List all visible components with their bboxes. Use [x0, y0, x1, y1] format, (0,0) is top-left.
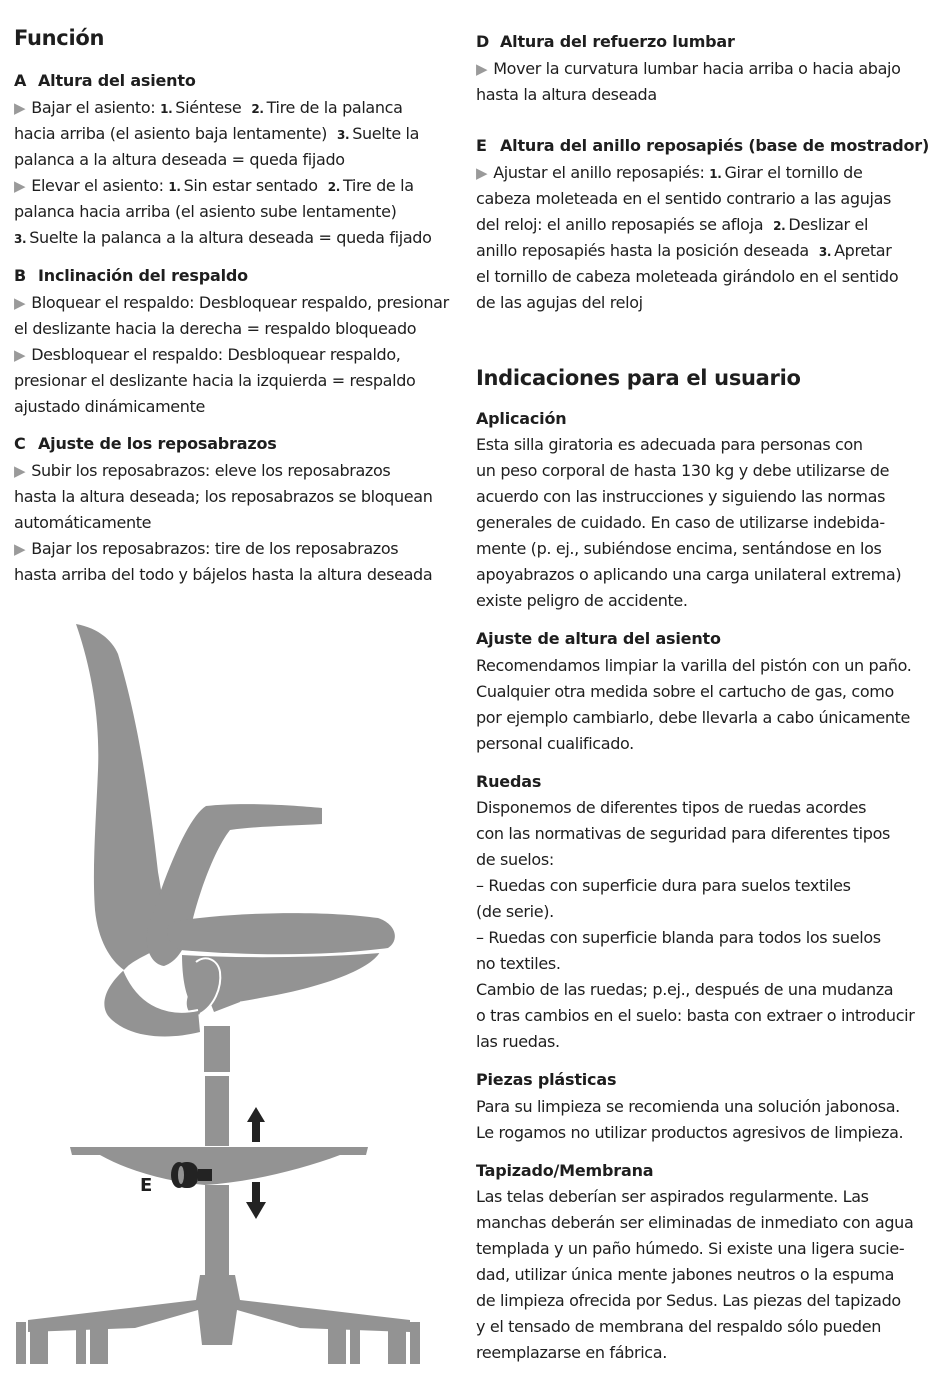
text-run: el tornillo de cabeza moleteada girándolo en el sentido: [476, 267, 899, 286]
subsection-key-c: C: [14, 434, 26, 453]
text-run: Apretar: [834, 241, 892, 260]
step-number: 2.: [327, 180, 340, 194]
text-line: Le rogamos no utilizar productos agresivos de limpieza.: [476, 1123, 904, 1142]
chair-parts: [16, 624, 420, 1364]
text-run: Desbloquear el respaldo: Desbloquear respaldo,: [31, 345, 401, 364]
play-triangle-icon: ▶: [14, 99, 26, 117]
section-title-usuario: Indicaciones para el usuario: [476, 366, 801, 390]
text-line: [14, 121, 432, 147]
text-run: Subir los reposabrazos: eleve los reposabrazos: [31, 461, 391, 480]
play-triangle-icon: ▶: [14, 177, 26, 195]
text-line: Disponemos de diferentes tipos de ruedas acordes: [476, 798, 867, 817]
text-line: mente (p. ej., subiéndose encima, sentándose en los: [476, 539, 882, 558]
ruedas-text: [476, 795, 914, 1055]
text-line: personal cualificado.: [476, 734, 634, 753]
chair-column: [205, 1185, 229, 1285]
step-number: 1.: [160, 102, 173, 116]
text-line: – Ruedas con superficie blanda para todos los suelos: [476, 928, 881, 947]
ajuste-text: [476, 653, 912, 757]
subsection-title-a: [14, 71, 196, 90]
text-line: [14, 95, 432, 121]
subsection-heading-b: Inclinación del respaldo: [38, 266, 248, 285]
text-line: dad, utilizar única mente jabones neutros o la espuma: [476, 1265, 895, 1284]
paragraph-d: [476, 56, 901, 108]
chair-foot-ring-bracket: [100, 1155, 340, 1185]
piezas-text: [476, 1094, 903, 1146]
subsection-key-e: E: [476, 136, 487, 155]
text-line: [14, 290, 449, 316]
piezas-title: Piezas plásticas: [476, 1070, 617, 1089]
text-run: Ajustar el anillo reposapiés:: [493, 163, 710, 182]
text-line: [14, 173, 432, 199]
tapizado-title: Tapizado/Membrana: [476, 1161, 654, 1180]
subsection-heading-d: Altura del refuerzo lumbar: [500, 32, 735, 51]
text-run: del reloj: el anillo reposapiés se afloja: [476, 215, 764, 234]
text-run: Suelte la palanca a la altura deseada = queda fijado: [29, 228, 432, 247]
text-line: Cambio de las ruedas; p.ej., después de una mudanza: [476, 980, 894, 999]
subsection-key-b: B: [14, 266, 26, 285]
text-line: Recomendamos limpiar la varilla del pistón con un paño.: [476, 656, 912, 675]
subsection-title-e: [476, 136, 929, 155]
chair-caster: [388, 1322, 406, 1364]
tapizado-text: [476, 1184, 913, 1366]
chair-drawing: [0, 610, 475, 1393]
text-run: Deslizar el: [788, 215, 869, 234]
text-line: de limpieza ofrecida por Sedus. Las piezas del tapizado: [476, 1291, 901, 1310]
text-line: [14, 199, 432, 225]
ruedas-title: Ruedas: [476, 772, 542, 791]
text-run: Elevar el asiento:: [31, 176, 169, 195]
text-run: presionar el deslizante hacia la izquierda = respaldo: [14, 371, 416, 390]
text-line: o tras cambios en el suelo: basta con extraer o introducir: [476, 1006, 915, 1025]
play-triangle-icon: ▶: [14, 346, 26, 364]
step-number: 2.: [251, 102, 264, 116]
text-line: [476, 212, 898, 238]
text-run: Mover la curvatura lumbar hacia arriba o hacia abajo: [493, 59, 901, 78]
text-line: [14, 484, 433, 510]
text-line: [14, 394, 449, 420]
chair-caster: [90, 1322, 108, 1364]
step-number: 3.: [818, 245, 832, 259]
text-line: (de serie).: [476, 902, 554, 921]
ajuste-title: Ajuste de altura del asiento: [476, 629, 721, 648]
paragraph-e: [476, 160, 898, 316]
text-line: [14, 342, 449, 368]
text-line: las ruedas.: [476, 1032, 560, 1051]
text-line: con las normativas de seguridad para diferentes tipos: [476, 824, 891, 843]
chair-foot-ring: [70, 1147, 368, 1155]
chair-caster: [350, 1322, 360, 1364]
text-run: hasta arriba del todo y bájelos hasta la altura deseada: [14, 565, 433, 584]
text-run: Siéntese: [175, 98, 242, 117]
text-run: Tire de la: [342, 176, 414, 195]
subsection-title-b: [14, 266, 248, 285]
play-triangle-icon: ▶: [476, 164, 488, 182]
step-number: 1.: [168, 180, 181, 194]
text-line: [476, 56, 901, 82]
text-run: hasta la altura deseada: [476, 85, 657, 104]
text-line: apoyabrazos o aplicando una carga unilateral extrema): [476, 565, 902, 584]
text-run: hacia arriba (el asiento baja lentamente): [14, 124, 327, 143]
step-number: 3.: [14, 232, 27, 246]
text-run: el deslizante hacia la derecha = respaldo bloqueado: [14, 319, 417, 338]
text-run: hasta la altura deseada; los reposabrazos se bloquean: [14, 487, 433, 506]
text-line: Las telas deberían ser aspirados regularmente. Las: [476, 1187, 869, 1206]
play-triangle-icon: ▶: [476, 60, 488, 78]
text-line: acuerdo con las instrucciones y siguiendo las normas: [476, 487, 886, 506]
subsection-heading-e: Altura del anillo reposapiés (base de mostrador): [500, 136, 930, 155]
text-line: [14, 536, 433, 562]
text-run: Sin estar sentado: [183, 176, 318, 195]
section-title-funcion: Función: [14, 26, 105, 50]
text-line: de suelos:: [476, 850, 554, 869]
text-line: por ejemplo cambiarlo, debe llevarla a cabo únicamente: [476, 708, 911, 727]
text-line: generales de cuidado. En caso de utilizarse indebida-: [476, 513, 885, 532]
text-run: Bloquear el respaldo: Desbloquear respaldo, presionar: [31, 293, 449, 312]
text-line: existe peligro de accidente.: [476, 591, 688, 610]
arrow-down-icon: [246, 1182, 266, 1219]
text-line: [476, 290, 898, 316]
text-run: cabeza moleteada en el sentido contrario a las agujas: [476, 189, 892, 208]
text-line: [14, 316, 449, 342]
text-run: Bajar el asiento:: [31, 98, 161, 117]
aplicacion-title: Aplicación: [476, 409, 567, 428]
text-line: [14, 562, 433, 588]
play-triangle-icon: ▶: [14, 540, 26, 558]
paragraph-a: [14, 95, 432, 251]
subsection-key-d: D: [476, 32, 490, 51]
subsection-title-c: [14, 434, 277, 453]
play-triangle-icon: ▶: [14, 462, 26, 480]
chair-illustration: [0, 610, 475, 1393]
play-triangle-icon: ▶: [14, 294, 26, 312]
text-line: manchas deberán ser eliminadas de inmediato con agua: [476, 1213, 914, 1232]
arrow-up-icon: [247, 1107, 265, 1142]
text-run: palanca a la altura deseada = queda fijado: [14, 150, 345, 169]
text-run: palanca hacia arriba (el asiento sube lentamente): [14, 202, 397, 221]
text-run: automáticamente: [14, 513, 152, 532]
text-line: templada y un paño húmedo. Si existe una ligera sucie-: [476, 1239, 905, 1258]
paragraph-b: [14, 290, 449, 420]
text-line: no textiles.: [476, 954, 561, 973]
text-run: Girar el tornillo de: [724, 163, 863, 182]
text-line: [476, 238, 898, 264]
text-line: [14, 225, 432, 251]
text-line: [14, 510, 433, 536]
chair-caster: [16, 1322, 26, 1364]
subsection-title-d: [476, 32, 735, 51]
chair-seat: [167, 913, 395, 954]
text-line: [476, 82, 901, 108]
text-line: un peso corporal de hasta 130 kg y debe utilizarse de: [476, 461, 890, 480]
subsection-heading-a: Altura del asiento: [38, 71, 196, 90]
chair-caster: [76, 1322, 86, 1364]
text-line: – Ruedas con superficie dura para suelos textiles: [476, 876, 851, 895]
text-line: [14, 368, 449, 394]
text-run: de las agujas del reloj: [476, 293, 643, 312]
chair-caster: [410, 1322, 420, 1364]
step-number: 1.: [709, 167, 722, 181]
aplicacion-text: [476, 432, 901, 614]
subsection-key-a: A: [14, 71, 27, 90]
text-run: anillo reposapiés hasta la posición deseada: [476, 241, 809, 260]
text-line: Para su limpieza se recomienda una solución jabonosa.: [476, 1097, 900, 1116]
text-line: Esta silla giratoria es adecuada para personas con: [476, 435, 863, 454]
text-line: [476, 160, 898, 186]
chair-caster: [328, 1322, 346, 1364]
text-line: reemplazarse en fábrica.: [476, 1343, 667, 1362]
chair-gas-lift: [205, 1076, 229, 1146]
text-run: ajustado dinámicamente: [14, 397, 206, 416]
step-number: 3.: [336, 128, 350, 142]
figure-label-e: E: [140, 1175, 153, 1196]
text-line: [14, 147, 432, 173]
text-run: Suelte la: [352, 124, 420, 143]
text-run: Bajar los reposabrazos: tire de los reposabrazos: [31, 539, 399, 558]
step-number: 2.: [773, 219, 786, 233]
paragraph-c: [14, 458, 433, 588]
text-line: [476, 186, 898, 212]
text-line: [476, 264, 898, 290]
chair-gas-lift-top: [204, 1026, 230, 1072]
text-line: Cualquier otra medida sobre el cartucho de gas, como: [476, 682, 894, 701]
text-run: Tire de la palanca: [266, 98, 403, 117]
subsection-heading-c: Ajuste de los reposabrazos: [38, 434, 277, 453]
text-line: [14, 458, 433, 484]
chair-caster: [30, 1322, 48, 1364]
text-line: y el tensado de membrana del respaldo sólo pueden: [476, 1317, 881, 1336]
